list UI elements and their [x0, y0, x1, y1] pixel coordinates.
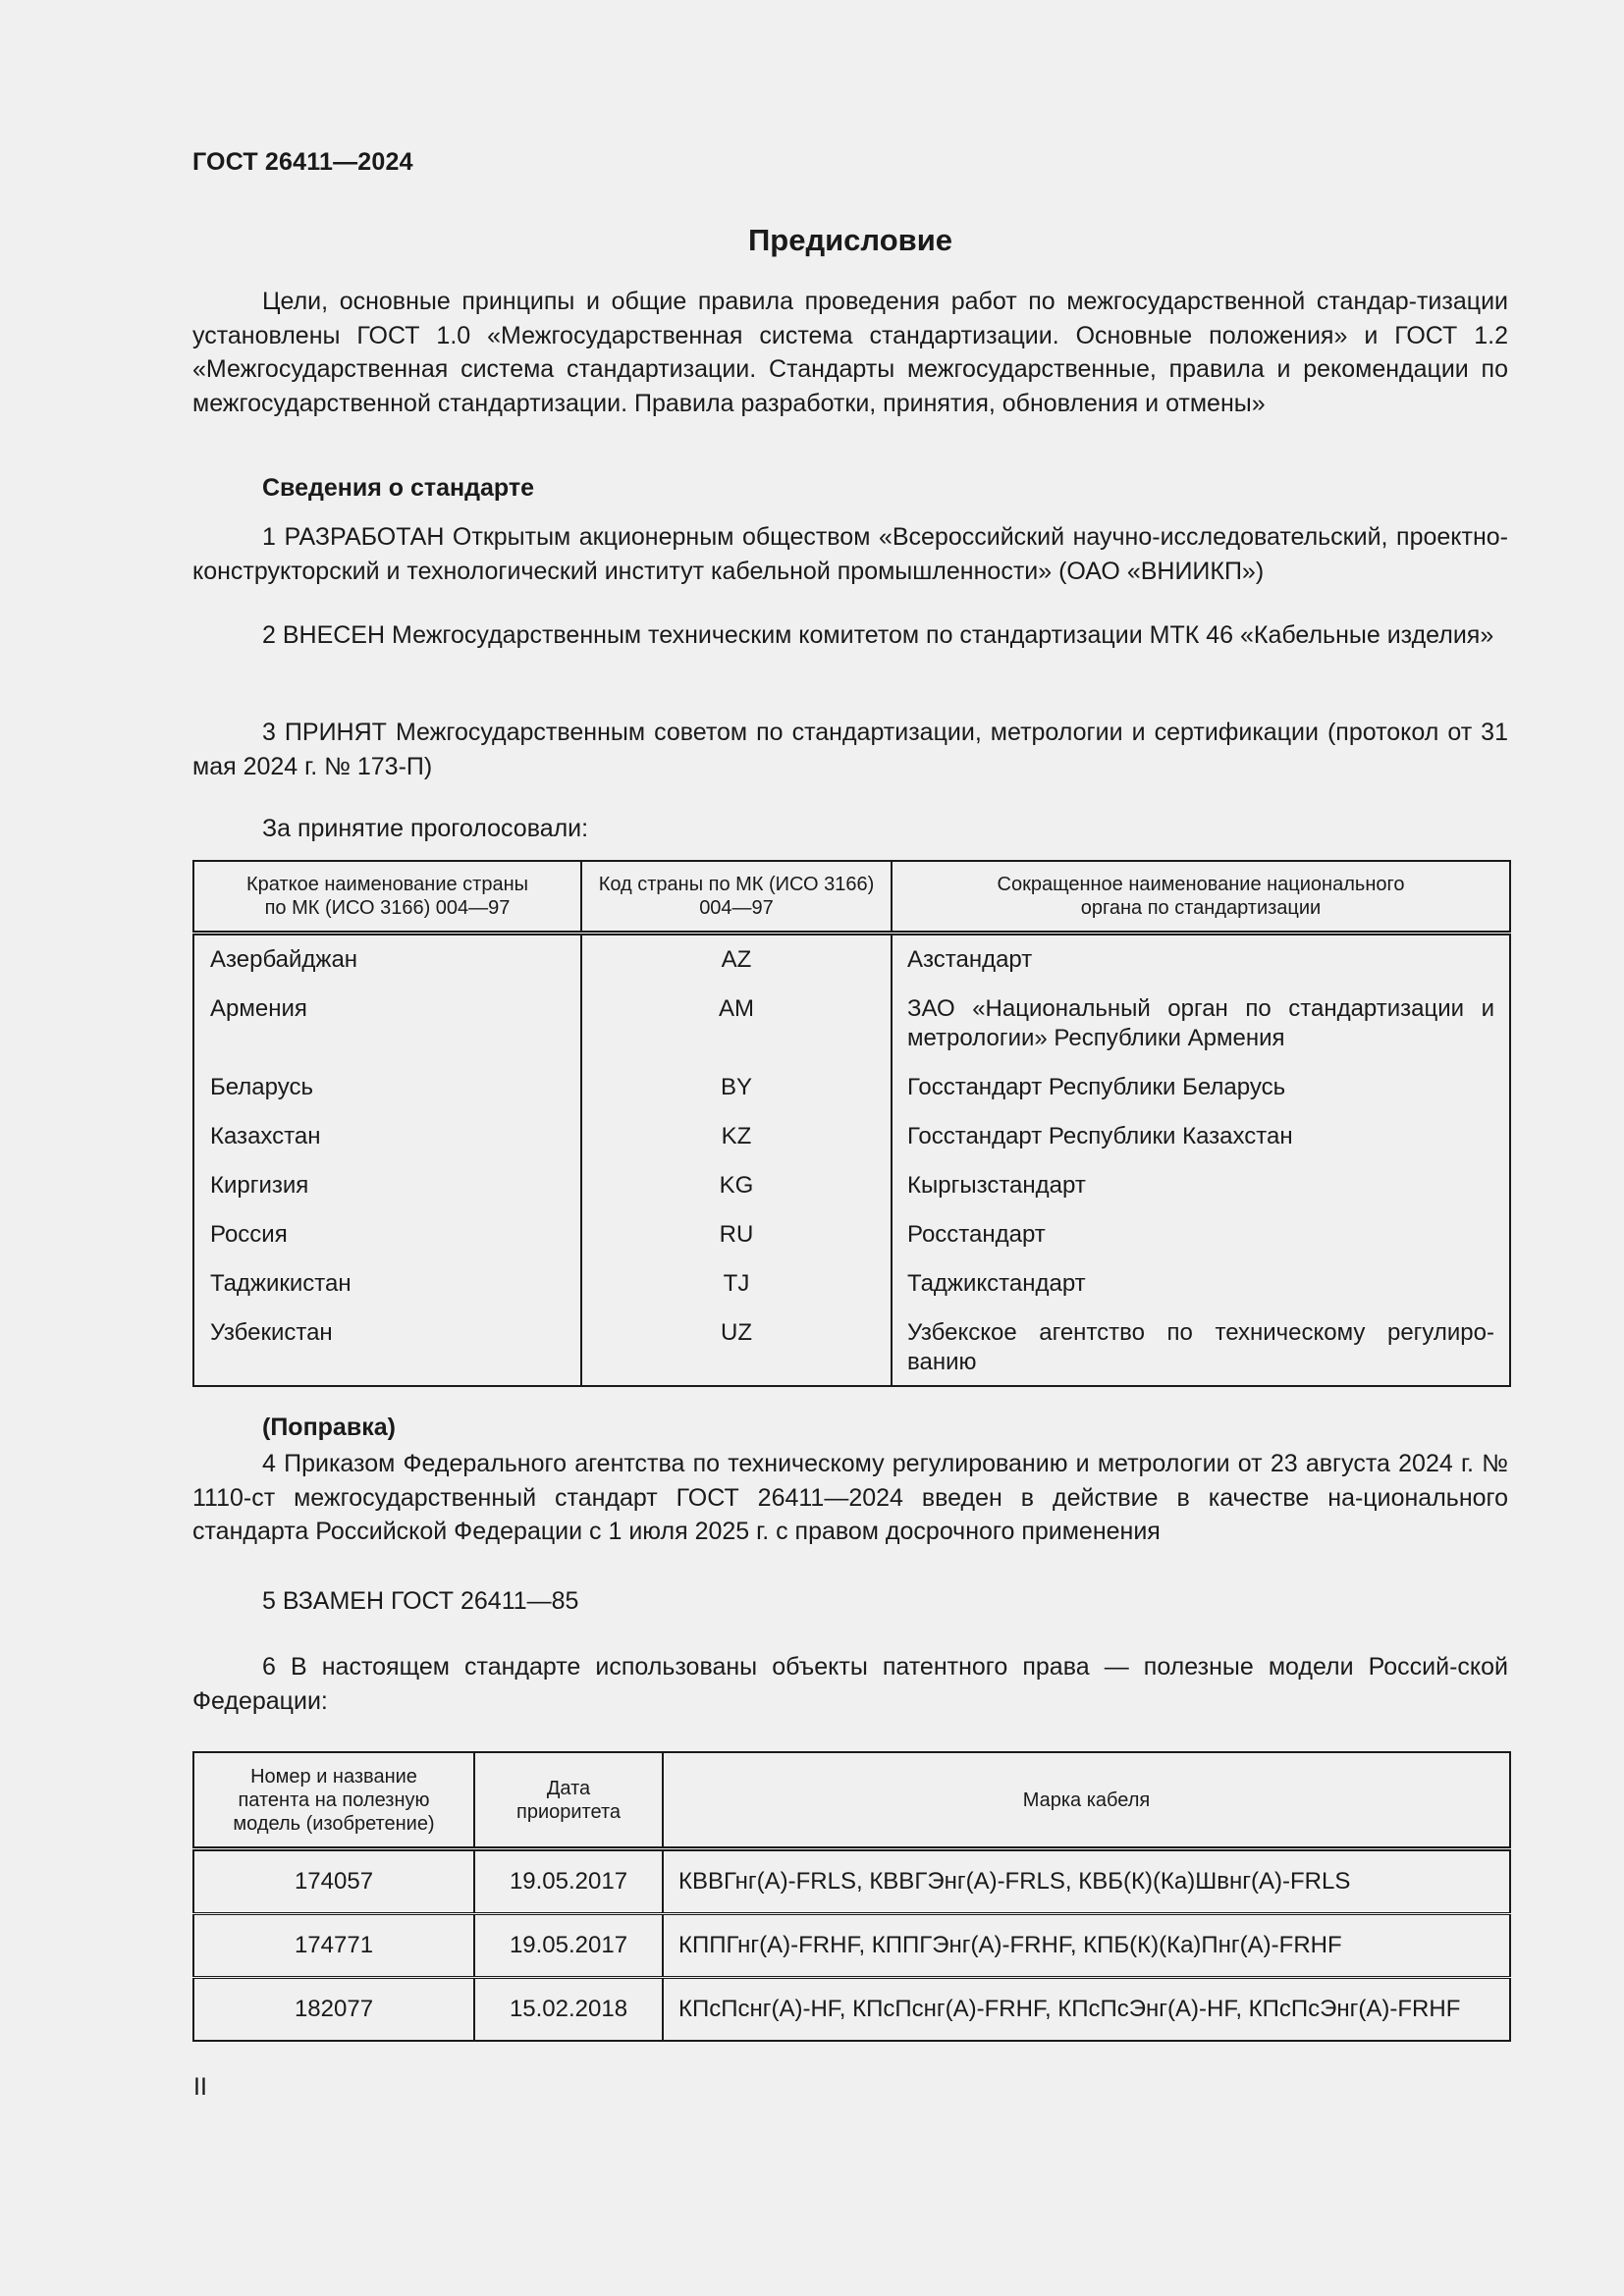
country-code: AM [581, 987, 892, 1065]
country-code: KZ [581, 1114, 892, 1163]
country-code: RU [581, 1212, 892, 1261]
national-body: Госстандарт Республики Беларусь [892, 1065, 1510, 1114]
table-row [193, 1310, 1510, 1386]
page-number: II [193, 2073, 207, 2101]
table-row [193, 1849, 1510, 1914]
item-6-patents: 6 В настоящем стандарте использованы объекты патентного права — полезные модели Россий-ской Федерации: [192, 1653, 1508, 1715]
document-code: ГОСТ 26411—2024 [192, 148, 413, 176]
table-header-row [193, 861, 1510, 934]
country-name: Беларусь [193, 1065, 581, 1114]
table-row [193, 1065, 1510, 1114]
header-country: Краткое наименование страны по МК (ИСО 3166) 004—97 [193, 861, 581, 934]
info-heading: Сведения о стандарте [262, 474, 535, 502]
national-body: Госстандарт Республики Казахстан [892, 1114, 1510, 1163]
table-row [193, 1261, 1510, 1310]
priority-date: 19.05.2017 [474, 1849, 663, 1914]
priority-date: 19.05.2017 [474, 1914, 663, 1978]
table-row [193, 987, 1510, 1065]
table-row [193, 1978, 1510, 2042]
voted-label: За принятие проголосовали: [262, 815, 589, 842]
national-body: Росстандарт [892, 1212, 1510, 1261]
item-4-enacted: 4 Приказом Федерального агентства по техническому регулированию и метрологии от 23 августа 2024 г. № 1110-ст межгосударственный стандарт ГОСТ 26411—2024 введен в действие в качестве на-ционального стандарта Российской Федерации с 1 июля 2025 г. с правом досрочного применения [192, 1450, 1508, 1545]
page-title: Предисловие [747, 223, 952, 257]
table-row [193, 1163, 1510, 1212]
cable-brand: КППГнг(А)-FRHF, КППГЭнг(А)-FRHF, КПБ(К)(Ка)Пнг(А)-FRHF [663, 1914, 1510, 1978]
national-body: ЗАО «Национальный орган по стандартизации и метрологии» Республики Армения [892, 987, 1510, 1065]
country-code: BY [581, 1065, 892, 1114]
national-body: Азстандарт [892, 934, 1510, 988]
national-body: Таджикстандарт [892, 1261, 1510, 1310]
country-code: AZ [581, 934, 892, 988]
header-body: Сокращенное наименование национального органа по стандартизации [892, 861, 1510, 934]
table-header-row [193, 1752, 1510, 1849]
table-row [193, 1114, 1510, 1163]
item-1-developed: 1 РАЗРАБОТАН Открытым акционерным обществом «Всероссийский научно-исследовательский, проектно-конструкторский и технологический институт кабельной промышленности» (ОАО «ВНИИКП») [192, 523, 1508, 585]
table-row [193, 934, 1510, 988]
country-name: Армения [193, 987, 581, 1065]
country-name: Казахстан [193, 1114, 581, 1163]
patents-table [192, 1751, 1511, 2042]
header-cable-brand: Марка кабеля [663, 1752, 1510, 1849]
priority-date: 15.02.2018 [474, 1978, 663, 2042]
country-name: Азербайджан [193, 934, 581, 988]
patent-number: 174771 [193, 1914, 474, 1978]
patent-number: 174057 [193, 1849, 474, 1914]
country-name: Таджикистан [193, 1261, 581, 1310]
cable-brand: КВВГнг(А)-FRLS, КВВГЭнг(А)-FRLS, КВБ(К)(Ка)Швнг(А)-FRLS [663, 1849, 1510, 1914]
country-name: Узбекистан [193, 1310, 581, 1386]
country-name: Россия [193, 1212, 581, 1261]
header-code: Код страны по МК (ИСО 3166) 004—97 [581, 861, 892, 934]
table-row [193, 1914, 1510, 1978]
countries-table [192, 860, 1511, 1387]
item-5-replaces: 5 ВЗАМЕН ГОСТ 26411—85 [262, 1587, 579, 1615]
amendment-label: (Поправка) [262, 1414, 396, 1441]
item-2-submitted: 2 ВНЕСЕН Межгосударственным техническим комитетом по стандартизации МТК 46 «Кабельные изделия» [262, 621, 1494, 649]
cable-brand: КПсПснг(А)-HF, КПсПснг(А)-FRHF, КПсПсЭнг(А)-HF, КПсПсЭнг(А)-FRHF [663, 1978, 1510, 2042]
country-code: KG [581, 1163, 892, 1212]
item-3-adopted: 3 ПРИНЯТ Межгосударственным советом по стандартизации, метрологии и сертификации (протокол от 31 мая 2024 г. № 173-П) [192, 719, 1508, 780]
header-patent-number: Номер и название патента на полезную модель (изобретение) [193, 1752, 474, 1849]
national-body: Кыргызстандарт [892, 1163, 1510, 1212]
country-code: TJ [581, 1261, 892, 1310]
header-priority-date: Дата приоритета [474, 1752, 663, 1849]
country-code: UZ [581, 1310, 892, 1386]
national-body: Узбекское агентство по техническому регулиро-ванию [892, 1310, 1510, 1386]
country-name: Киргизия [193, 1163, 581, 1212]
patent-number: 182077 [193, 1978, 474, 2042]
intro-paragraph: Цели, основные принципы и общие правила проведения работ по межгосударственной стандар-тизации установлены ГОСТ 1.0 «Межгосударственная система стандартизации. Основные положения» и ГОСТ 1.2 «Межгосударственная система стандартизации. Стандарты межгосударственные, правила и рекомендации по межгосударственной стандартизации. Правила разработки, принятия, обновления и отмены» [192, 288, 1508, 417]
table-row [193, 1212, 1510, 1261]
